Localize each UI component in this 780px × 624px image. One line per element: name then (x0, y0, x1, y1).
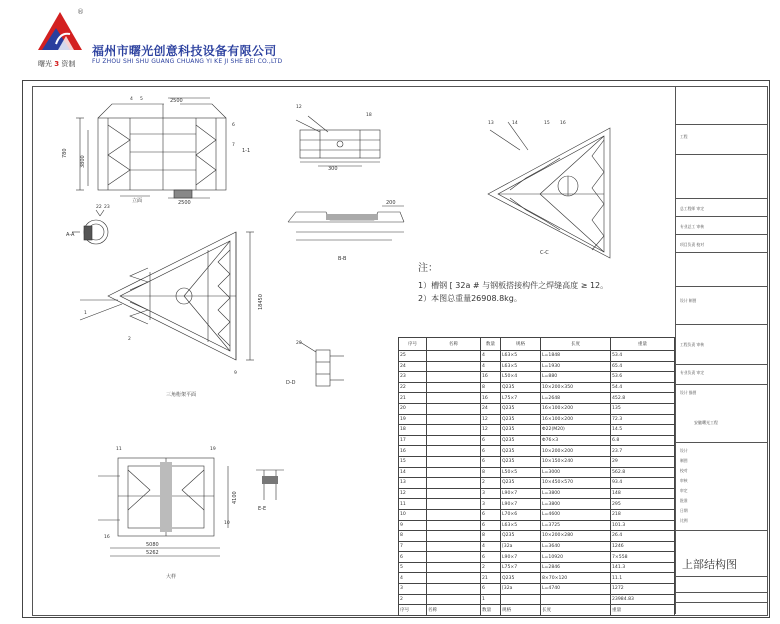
bom-cell: 6 (481, 552, 501, 563)
bom-cell: 6 (481, 435, 501, 446)
bom-row (399, 467, 675, 478)
bom-cell: L=3800 (541, 488, 611, 499)
callout-22: 22 (96, 205, 102, 210)
bom-row (399, 594, 675, 605)
callout-1: 1 (84, 311, 87, 316)
bom-footer-cell: 重量 (611, 605, 675, 616)
bom-cell: Φ76×3 (541, 435, 611, 446)
drawing-title: 上部结构图 (682, 558, 737, 571)
bom-row (399, 584, 675, 595)
bom-cell: 65.4 (611, 361, 675, 372)
bom-cell: 452.8 (611, 393, 675, 404)
bom-cell: 93.4 (611, 478, 675, 489)
bom-row (399, 382, 675, 393)
bom-cell: 6 (481, 456, 501, 467)
bom-header-row (399, 338, 675, 351)
triangle-plan-view (80, 232, 254, 360)
bom-cell: 8 (481, 467, 501, 478)
bom-header-cell: 名称 (427, 338, 481, 351)
bom-cell: 9 (399, 520, 427, 531)
bom-row (399, 488, 675, 499)
bom-cell: Q235 (501, 425, 541, 436)
bom-cell: 8 (481, 382, 501, 393)
tb-divider (676, 252, 767, 253)
tb-divider (676, 154, 767, 155)
bom-header-cell: 长度 (541, 338, 611, 351)
joint-detail (300, 342, 344, 386)
tb-label-4: 设计 制图 (680, 298, 697, 303)
notes-title: 注： (418, 263, 438, 274)
bom-cell: [32a (501, 584, 541, 595)
bom-row (399, 562, 675, 573)
bom-cell: L=3640 (541, 541, 611, 552)
bom-cell: L=4600 (541, 509, 611, 520)
tb-divider (676, 234, 767, 235)
bom-cell (427, 456, 481, 467)
bom-cell: L75×7 (501, 393, 541, 404)
bom-cell: Q235 (501, 456, 541, 467)
callout-15: 15 (544, 121, 550, 126)
bom-cell: 26.4 (611, 531, 675, 542)
bom-cell (427, 393, 481, 404)
bom-cell: L90×7 (501, 499, 541, 510)
bom-cell: Q235 (501, 531, 541, 542)
bom-cell: L=3800 (541, 499, 611, 510)
bom-cell: 53.4 (611, 351, 675, 362)
bom-cell: 10×200×350 (541, 382, 611, 393)
section-c-c-view (488, 122, 610, 258)
tb-small-7: 日期 (680, 508, 688, 513)
bom-cell (427, 478, 481, 489)
bom-cell: 562.8 (611, 467, 675, 478)
bom-header-cell: 规格 (501, 338, 541, 351)
bom-cell: 141.3 (611, 562, 675, 573)
callout-20: 20 (296, 341, 302, 346)
callout-14: 14 (512, 121, 518, 126)
bom-cell (427, 594, 481, 605)
bom-cell: 8 (399, 531, 427, 542)
bom-cell: 21 (481, 573, 501, 584)
bom-cell: 11.1 (611, 573, 675, 584)
bom-cell: L63×5 (501, 351, 541, 362)
bom-cell: 25 (399, 351, 427, 362)
bom-cell: Φ22(M20) (541, 425, 611, 436)
label-base: 大样 (166, 574, 177, 580)
bom-cell: 1272 (611, 584, 675, 595)
label-elevation: 立面 (132, 198, 143, 204)
bom-cell (427, 435, 481, 446)
bom-cell: 295 (611, 499, 675, 510)
bom-cell (427, 562, 481, 573)
tb-divider (676, 124, 767, 125)
bom-cell: L=1848 (541, 351, 611, 362)
brand-tag: 曙光 3 资制 (38, 60, 76, 68)
bom-cell: L=2648 (541, 393, 611, 404)
bom-cell: 7×558 (611, 552, 675, 563)
bom-row (399, 361, 675, 372)
bom-footer-cell: 序号 (399, 605, 427, 616)
label-a-a: A-A (66, 232, 75, 238)
tb-label-7: 设计 描图 (680, 390, 697, 395)
tb-small-8: 比例 (680, 518, 688, 523)
bom-cell (427, 414, 481, 425)
tb-divider (676, 530, 767, 531)
bom-cell: 4 (399, 573, 427, 584)
bom-cell: 12 (481, 414, 501, 425)
bom-cell: 7 (399, 541, 427, 552)
bom-cell: L=10920 (541, 552, 611, 563)
bom-cell: Q235 (501, 382, 541, 393)
callout-10: 10 (224, 521, 230, 526)
tb-small-3: 校对 (680, 468, 688, 473)
bom-cell: 6 (481, 509, 501, 520)
bom-cell (427, 552, 481, 563)
dim-left-height: 780 (62, 148, 68, 158)
tb-divider (676, 602, 767, 603)
dim-triangle-side: 18450 (258, 294, 264, 310)
bom-cell: 18 (399, 425, 427, 436)
bom-cell: 1 (481, 594, 501, 605)
tb-label-2: 专业总工 审核 (680, 224, 704, 229)
bom-cell: 3 (481, 499, 501, 510)
bom-cell: 16×100×200 (541, 414, 611, 425)
bom-cell: [32a (501, 541, 541, 552)
callout-6: 6 (232, 123, 235, 128)
bom-cell: L50×4 (501, 372, 541, 383)
bom-cell (427, 531, 481, 542)
bom-cell: 13 (399, 478, 427, 489)
dim-left-sub: 3800 (80, 155, 86, 168)
bom-cell: 1246 (611, 541, 675, 552)
registered-mark: ® (77, 8, 84, 16)
tb-small-5: 审定 (680, 488, 688, 493)
bom-row (399, 573, 675, 584)
base-plan-view (98, 458, 228, 556)
tb-divider (676, 592, 767, 593)
bom-cell: 4 (481, 541, 501, 552)
bom-cell (427, 520, 481, 531)
bom-cell: 23.7 (611, 446, 675, 457)
dim-detail-200: 200 (386, 200, 396, 206)
bom-cell: 6.8 (611, 435, 675, 446)
bom-cell: L63×5 (501, 361, 541, 372)
bom-cell: 24 (399, 361, 427, 372)
tb-divider (676, 364, 767, 365)
bom-cell (427, 509, 481, 520)
bom-row (399, 446, 675, 457)
bom-cell: 24 (481, 403, 501, 414)
bom-cell: 2 (399, 594, 427, 605)
bom-cell: 5 (399, 562, 427, 573)
section-profile (256, 470, 284, 500)
bom-cell: L=1930 (541, 361, 611, 372)
bom-cell: 14.5 (611, 425, 675, 436)
bom-row (399, 456, 675, 467)
callout-9: 9 (234, 371, 237, 376)
callout-16b: 16 (104, 535, 110, 540)
tb-small-1: 设计 (680, 448, 688, 453)
label-e-e: E-E (258, 506, 267, 512)
bom-cell: Q235 (501, 403, 541, 414)
bom-cell: 2 (481, 478, 501, 489)
bom-cell: L90×7 (501, 552, 541, 563)
dim-top-width: 2500 (170, 98, 183, 104)
tb-subtitle: 安徽曙光工程 (694, 420, 718, 425)
bom-cell: 16×100×200 (541, 403, 611, 414)
bom-cell: L90×7 (501, 488, 541, 499)
tb-divider (676, 216, 767, 217)
label-plan: 三角桁架平面 (166, 392, 197, 398)
bom-cell: 54.4 (611, 382, 675, 393)
tb-small-2: 制图 (680, 458, 688, 463)
bom-cell: 23 (399, 372, 427, 383)
bom-cell: Q235 (501, 435, 541, 446)
bom-cell: 29 (611, 456, 675, 467)
callout-2: 2 (128, 337, 131, 342)
bom-cell: L70×6 (501, 509, 541, 520)
bom-cell: 17 (399, 435, 427, 446)
bom-cell: Q235 (501, 414, 541, 425)
tb-divider (676, 324, 767, 325)
bom-cell: 53.6 (611, 372, 675, 383)
label-d-d: D-D (286, 380, 296, 386)
bom-cell (427, 541, 481, 552)
bom-cell: 16 (399, 446, 427, 457)
tb-divider (676, 198, 767, 199)
bom-cell: 218 (611, 509, 675, 520)
bom-cell (427, 425, 481, 436)
bom-cell (427, 372, 481, 383)
note-item-1: 1）槽钢 [ 32a # 与钢板搭接构件之焊缝高度 ≥ 12。 (418, 281, 609, 290)
bom-row (399, 414, 675, 425)
bom-cell (427, 446, 481, 457)
bom-footer-row (399, 605, 675, 616)
label-1-1: 1-1 (242, 148, 251, 154)
callout-7: 7 (232, 143, 235, 148)
bom-cell: 2 (481, 562, 501, 573)
bom-cell (427, 488, 481, 499)
channel-detail (288, 206, 404, 240)
bom-header-cell: 数量 (481, 338, 501, 351)
bom-cell: 10×200×200 (541, 446, 611, 457)
bom-cell: 14 (399, 467, 427, 478)
company-name-cn: 福州市曙光创意科技设备有限公司 (92, 44, 277, 58)
bom-cell: 6 (481, 446, 501, 457)
bom-cell: 10×200×280 (541, 531, 611, 542)
label-b-b: B-B (338, 256, 347, 262)
bom-row (399, 478, 675, 489)
bom-footer-cell: 规格 (501, 605, 541, 616)
bom-cell: 135 (611, 403, 675, 414)
bom-row (399, 435, 675, 446)
callout-5: 5 (140, 97, 143, 102)
title-block (675, 86, 767, 614)
drawing-notes (418, 262, 608, 305)
bom-header-cell: 重量 (611, 338, 675, 351)
bom-cell: 6 (481, 584, 501, 595)
bom-cell (427, 499, 481, 510)
bom-cell: Q235 (501, 446, 541, 457)
bom-cell: 11 (399, 499, 427, 510)
tb-label-5: 工程负责 审核 (680, 342, 704, 347)
bom-cell: 8×70×120 (541, 573, 611, 584)
bom-cell: 22 (399, 382, 427, 393)
bom-cell: 12 (399, 488, 427, 499)
bom-footer-cell: 名称 (427, 605, 481, 616)
tb-divider (676, 286, 767, 287)
note-item-2: 2）本图总重量26908.8kg。 (418, 294, 522, 303)
bom-cell: 16 (481, 393, 501, 404)
tb-label-1: 总工程师 审定 (680, 206, 704, 211)
bom-cell: 16 (481, 372, 501, 383)
bom-row (399, 499, 675, 510)
bom-cell: 72.3 (611, 414, 675, 425)
callout-13: 13 (488, 121, 494, 126)
bom-cell: L=880 (541, 372, 611, 383)
bom-row (399, 403, 675, 414)
bom-cell: 10×150×240 (541, 456, 611, 467)
bom-cell: 6 (481, 520, 501, 531)
bom-cell: 12 (481, 425, 501, 436)
callout-12: 12 (296, 105, 302, 110)
bom-cell: L=3725 (541, 520, 611, 531)
tb-label-project: 工程 (680, 134, 688, 139)
bom-cell: 6 (399, 552, 427, 563)
bom-cell (427, 361, 481, 372)
bom-cell: 23984.83 (611, 594, 675, 605)
callout-19: 19 (210, 447, 216, 452)
bom-cell: 21 (399, 393, 427, 404)
bom-header-cell: 序号 (399, 338, 427, 351)
bom-row (399, 541, 675, 552)
bom-row (399, 520, 675, 531)
bom-cell: 4 (481, 351, 501, 362)
bom-cell: L63×5 (501, 520, 541, 531)
dim-base-5080: 5080 (146, 542, 159, 548)
bom-row (399, 552, 675, 563)
bom-cell: Q235 (501, 573, 541, 584)
bom-cell (427, 351, 481, 362)
bom-cell: 101.3 (611, 520, 675, 531)
bom-cell (541, 594, 611, 605)
bom-footer-cell: 长度 (541, 605, 611, 616)
bom-cell: L75×7 (501, 562, 541, 573)
bom-cell: 148 (611, 488, 675, 499)
callout-23: 23 (104, 205, 110, 210)
bom-row (399, 509, 675, 520)
bom-cell (427, 573, 481, 584)
company-name-en: FU ZHOU SHI SHU GUANG CHUANG YI KE JI SHE BEI CO.,LTD (92, 58, 283, 65)
bom-row (399, 351, 675, 362)
dim-detail-300: 300 (328, 166, 338, 172)
bom-cell: 8 (481, 531, 501, 542)
bom-row (399, 531, 675, 542)
label-c-c: C-C (540, 250, 549, 256)
dim-base-5262: 5262 (146, 550, 159, 556)
tb-label-3: 项目负责 校对 (680, 242, 704, 247)
bom-cell: 15 (399, 456, 427, 467)
bom-row (399, 425, 675, 436)
connection-detail-top (296, 116, 380, 166)
tb-divider (676, 576, 767, 577)
bom-cell (427, 584, 481, 595)
tb-divider (676, 384, 767, 385)
bom-cell: L=3000 (541, 467, 611, 478)
tb-divider (676, 442, 767, 443)
dim-bottom: 2500 (178, 200, 191, 206)
bom-cell: 4 (481, 361, 501, 372)
bom-cell: Q235 (501, 478, 541, 489)
elevation-view (76, 98, 226, 198)
bom-footer-cell: 数量 (481, 605, 501, 616)
bom-cell (427, 382, 481, 393)
bom-cell: L=4740 (541, 584, 611, 595)
bom-cell: 3 (399, 584, 427, 595)
bom-row (399, 393, 675, 404)
bom-cell: 10 (399, 509, 427, 520)
bom-cell (427, 467, 481, 478)
dim-base-4100: 4100 (232, 491, 238, 504)
tb-label-6: 专业负责 审定 (680, 370, 704, 375)
bom-row (399, 372, 675, 383)
callout-4: 4 (130, 97, 133, 102)
bom-cell (427, 403, 481, 414)
bom-cell: L50×5 (501, 467, 541, 478)
bill-of-materials-table (398, 337, 675, 616)
callout-11: 11 (116, 447, 122, 452)
bom-cell: 19 (399, 414, 427, 425)
callout-18: 18 (366, 113, 372, 118)
tb-small-4: 审核 (680, 478, 688, 483)
bom-cell: 20 (399, 403, 427, 414)
callout-16: 16 (560, 121, 566, 126)
bom-cell (501, 594, 541, 605)
bom-cell: 3 (481, 488, 501, 499)
bom-cell: 10×450×570 (541, 478, 611, 489)
tb-small-6: 批准 (680, 498, 688, 503)
ring-detail (72, 210, 108, 244)
bom-cell: L=2846 (541, 562, 611, 573)
